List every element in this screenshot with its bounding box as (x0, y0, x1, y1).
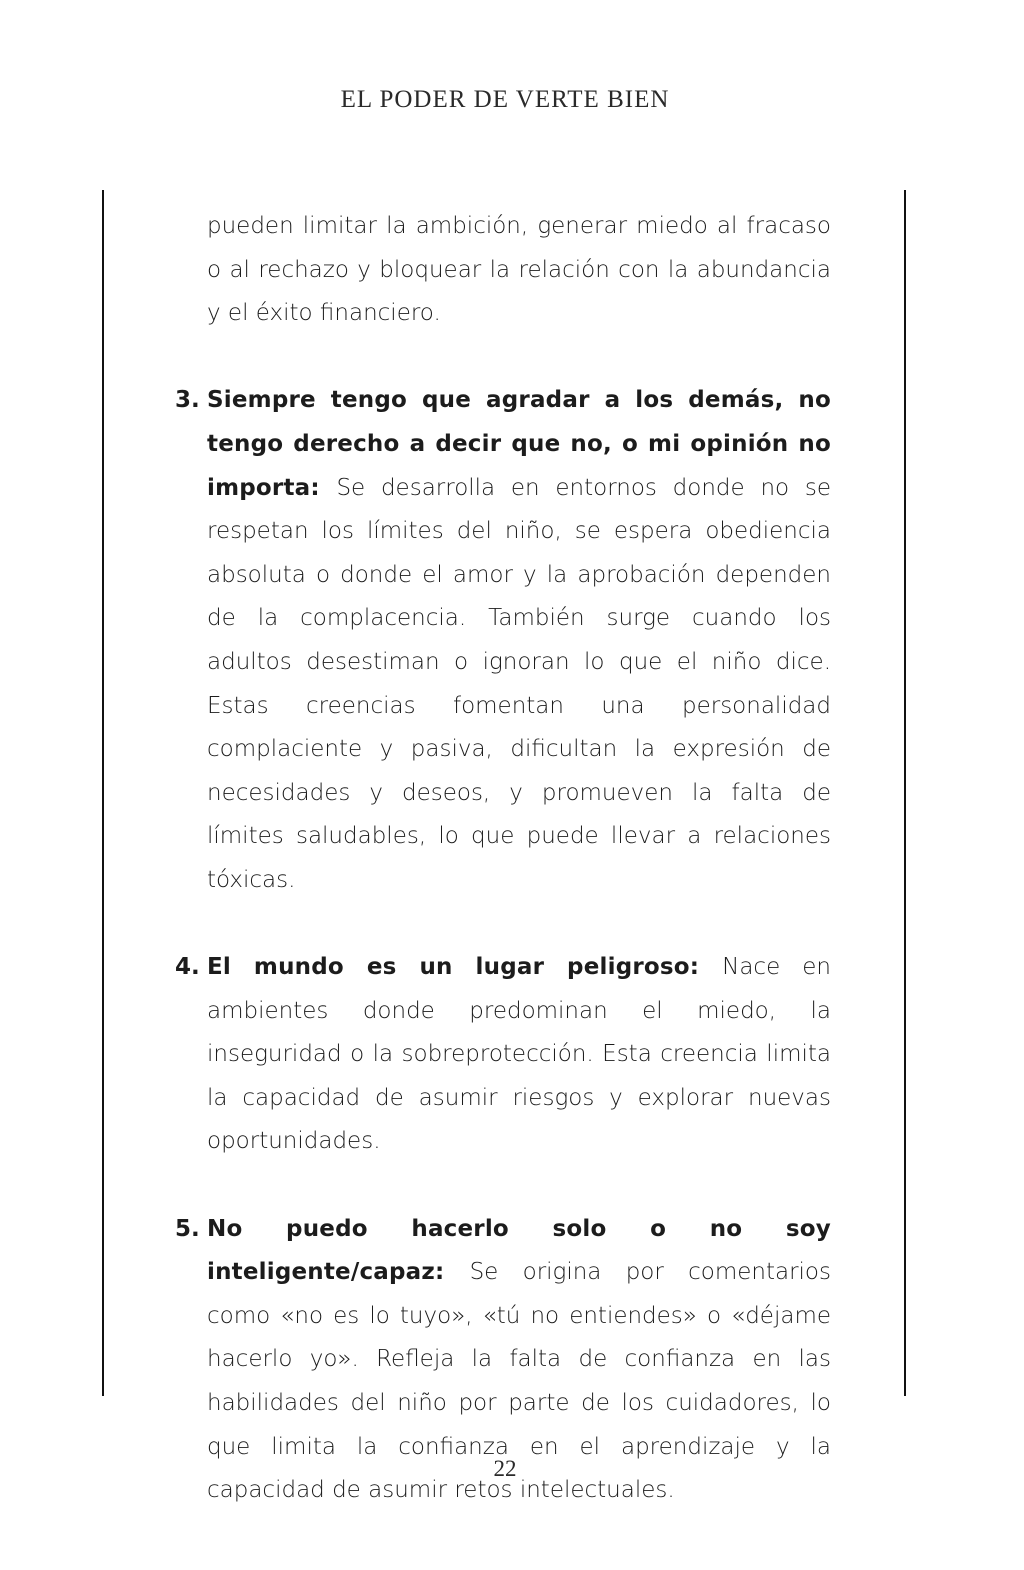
list-item-3 (175, 379, 831, 902)
list-item-4 (175, 946, 831, 1164)
page-body (175, 205, 831, 1513)
right-margin-rule (904, 190, 906, 1396)
list-item-title: El mundo es un lugar peligroso: (207, 954, 723, 981)
paragraph-spacer (207, 1164, 831, 1208)
page-number: 22 (493, 1456, 517, 1481)
paragraph-spacer (207, 903, 831, 947)
left-margin-rule (102, 190, 104, 1396)
list-item-body: Nace en ambientes donde predominan el miedo, la inseguridad o la sobreprotección. Esta creencia limita la capacidad de asumir riesgos y explorar nuevas oportunidades. (207, 954, 831, 1155)
list-item-body: Se desarrolla en entornos donde no se respetan los límites del niño, se espera obediencia absoluta o donde el amor y la aprobación dependen de la complacencia. También surge cuando los adultos desestiman o ignoran lo que el niño dice. Estas creencias fomentan una personalidad complaciente y pasiva, dificultan la expresión de necesidades y deseos, y promueven la falta de límites saludables, lo que puede llevar a relaciones tóxicas. (207, 474, 831, 893)
list-item-title: No puedo hacerlo solo o no soy inteligente/capaz: (207, 1215, 831, 1286)
list-item-number: 5. (175, 1215, 200, 1242)
intro-paragraph: pueden limitar la ambición, generar miedo al fracaso o al rechazo y bloquear la relación con la abundancia y el éxito financiero. (207, 213, 831, 327)
list-item-number: 4. (175, 954, 200, 981)
list-item-number: 3. (175, 387, 200, 414)
paragraph-spacer (207, 336, 831, 380)
list-item-body: Se origina por comentarios como «no es lo tuyo», «tú no entiendes» o «déjame hacerlo yo». Refleja la falta de confianza en las habilidades del niño por parte de los cuidadores, lo que limita la confianza en el aprendizaje y la capacidad de asumir retos intelectuales. (207, 1259, 831, 1504)
list-item-title: Siempre tengo que agradar a los demás, no tengo derecho a decir que no, o mi opinión no importa: (207, 387, 831, 501)
running-header-title: EL PODER DE VERTE BIEN (340, 86, 670, 113)
